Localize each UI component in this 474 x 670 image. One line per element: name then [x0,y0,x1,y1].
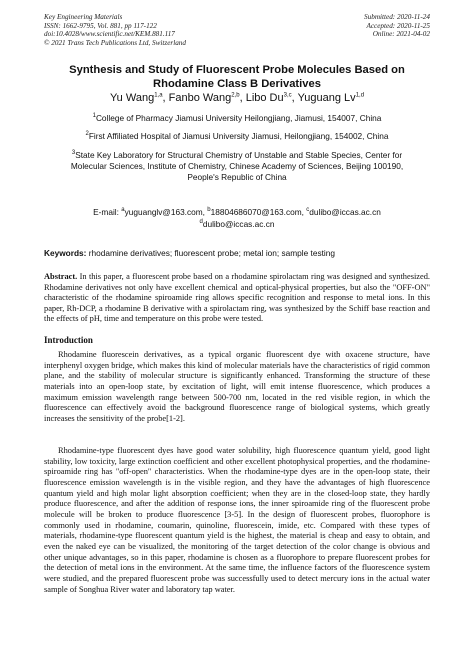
accepted-date: Accepted: 2020-11-25 [366,21,430,30]
author-list: Yu Wang$^{1,a}$, Fanbo Wang$^{2,b}$, Libo Du$^{3,c}$, Yuguang Lv$^{1,d}$ [109,92,365,104]
email-address[interactable]: dulibo@iccas.ac.cn [309,207,381,217]
author-sup: 3,c [283,92,292,99]
author-sup: 1,a [154,92,163,99]
journal-name: Key Engineering Materials [44,13,123,21]
email-block [44,207,430,230]
email-sup: a [121,207,125,214]
author-name: Yu Wang [109,92,155,104]
email-address[interactable]: dulibo@iccas.ac.cn [202,218,275,229]
affiliation-line: Molecular Sciences, Institute of Chemistry, Chinese Academy of Sciences, Beijing 100190, [70,161,404,172]
title-line-2: Rhodamine Class B Derivatives [153,77,321,90]
keywords-text: rhodamine derivatives; fluorescent probe; metal ion; sample testing [86,248,335,258]
author-name: Libo Du [245,92,284,104]
affiliation-3 [44,150,430,184]
affiliation-2 [44,131,430,142]
paper-title [44,64,430,91]
affiliation-sup: 3 [71,150,76,157]
section-heading: Introduction [44,335,93,345]
affiliation-line: State Key Laboratory for Structural Chemistry of Unstable and Stable Species, Center for [75,150,403,160]
abstract-text: In this paper, a fluorescent probe based on a rhodamine spirolactam ring was designed and synthesized. Rhodamine derivatives not only have excellent chemical and optical-physical properties, but also the "OFF-ON" characteristic of the rhodamine spiroamide ring allows specific recognition and response to metal ions. In this paper, Rh-DCP, a rhodamine B derivative with a spirolactam ring, was synthesized by the Schiff base reaction and the effects of pH, time and temperature on this probe were tested. [44,272,430,324]
journal-info [44,13,186,47]
affiliation-line: People's Republic of China [187,172,287,183]
paragraph-text: Rhodamine fluorescein derivatives, as a typical organic fluorescent dye with oxacene structure, have interphenyl oxygen bridge, which makes this kind of molecular materials have the characteristics of rigid common plane, and the stability of molecular structure is significantly enhanced. Transforming the structure of these materials into an open-loop state, by excitation of light, will emit intense fluorescence, which produces a maximum emission wavelength range between 500-700 nm, located in the red visible region, in which the fluorescence can effectively avoid the background fluorescence range of biological systems, which greatly increases the sensitivity of the probe[1-2]. [44,350,430,423]
paragraph-text: Rhodamine-type fluorescent dyes have good water solubility, high fluorescence quantum yield, good light stability, low toxicity, large extinction coefficient and other excellent photophysical properties, and the rhodamine-spiroamide ring has "off-open" characteristics. When the rhodamine-type dyes are in the open-loop state, their fluorescence emission wavelength is in the visible region, and they have the advantages of high fluorescence quantum yield and high molar light absorption coefficient; when they are in the closed-loop state, they hardly produce fluorescence, and after the addition of response ions, the inner spiroamide ring of the fluorescent probe molecule will be broken to produce fluorescence [3-5]. In the design of fluorescent probes, fluorophore is commonly used in rhodamine, coumarin, quinoline, fluorescein, imide, etc. Compared with these types of materials, rhodamine-type fluorescent quantum yield is the highest, the material is cheap and easy to obtain, and even the naked eye can be visualized, the monitoring of the target detection of the color change is obvious and other unique advantages, so in this paper, rhodamine is chosen as a fluorophore to prepare fluorescent probes for the detection of metal ions in the environment. At the same time, the influence factors of the fluorescence system were studied, and the prepared fluorescent probe was successfully used to detect mercury ions in the actual water sample of Songhua River water and laboratory tap water. [44,446,430,594]
affiliation-1 [44,113,430,124]
author-sup: 2,b [231,92,240,99]
email-address[interactable]: 18804686070@163.com, [210,207,307,217]
email-sup: d [199,218,203,225]
affiliation-sup: 1 [92,113,96,120]
email-sup: c [306,207,310,214]
affiliation-sup: 2 [85,131,89,138]
email-prefix: E-mail: [93,207,122,217]
keywords-label: Keywords: [44,248,87,258]
online-date: Online: 2021-04-02 [372,30,430,39]
journal-issn: ISSN: 1662-9795, Vol. 881, pp 117-122 [44,21,157,30]
journal-copyright: © 2021 Trans Tech Publications Ltd, Switzerland [44,38,186,47]
submitted-date: Submitted: 2020-11-24 [364,13,430,21]
email-sup: b [207,207,211,214]
affiliation-text: College of Pharmacy Jiamusi University Heilongjiang, Jiamusi, 154007, China [95,113,382,123]
abstract-label: Abstract. [44,272,78,281]
keywords [44,248,430,259]
email-address[interactable]: yuguanglv@163.com, [124,207,208,217]
submission-dates [364,13,430,39]
intro-paragraph-2 [44,446,430,595]
abstract [44,272,430,325]
title-line-1: Synthesis and Study of Fluorescent Probe Molecules Based on [69,64,405,76]
journal-doi: doi:10.4028/www.scientific.net/KEM.881.117 [44,30,175,39]
author-name: Yuguang Lv [297,92,356,104]
author-name: Fanbo Wang [168,92,232,104]
affiliation-text: First Affiliated Hospital of Jiamusi University Jiamusi, Heilongjiang, 154002, China [88,131,389,141]
intro-paragraph-1 [44,350,430,425]
author-sup: 1,d [355,92,365,99]
